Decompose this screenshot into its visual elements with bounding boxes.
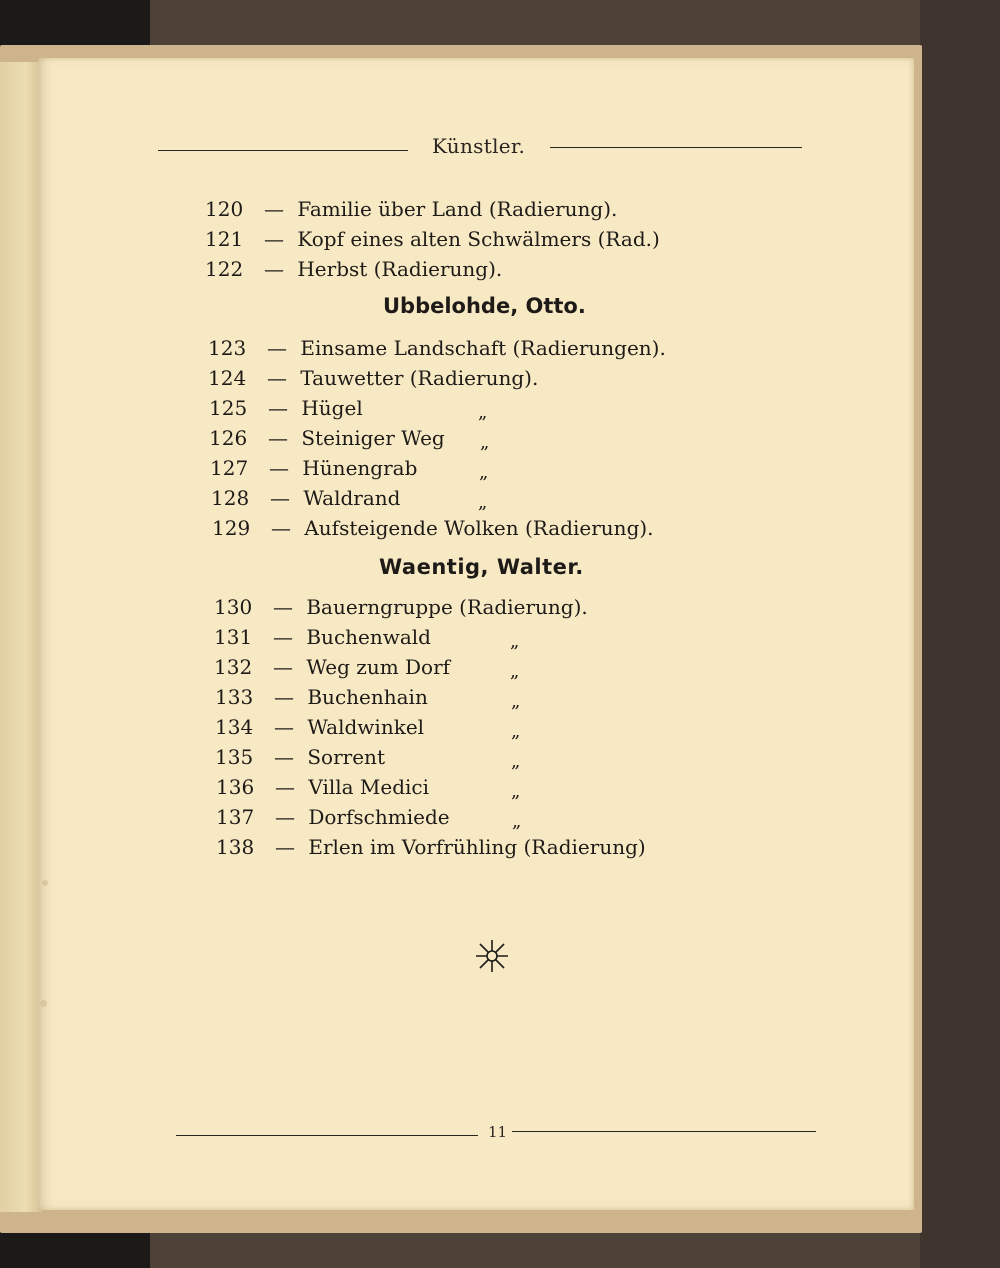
entry-number: 134 bbox=[215, 715, 254, 739]
footer-rule-right bbox=[512, 1131, 816, 1132]
entry-number: 135 bbox=[215, 745, 254, 769]
entry-dash: — bbox=[273, 595, 293, 619]
ditto-mark: „ bbox=[511, 721, 521, 742]
entry-number: 132 bbox=[214, 655, 253, 679]
ditto-mark: „ bbox=[480, 432, 490, 453]
entry-dash: — bbox=[267, 366, 287, 390]
entry-title: Erlen im Vorfrühling (Radierung) bbox=[308, 835, 646, 859]
entry-number: 131 bbox=[214, 625, 253, 649]
entry-number: 127 bbox=[210, 456, 249, 480]
entry-title: Einsame Landschaft (Radierungen). bbox=[300, 336, 666, 360]
entry-title: Tauwetter (Radierung). bbox=[300, 366, 539, 390]
entry-title: Kopf eines alten Schwälmers (Rad.) bbox=[297, 227, 660, 251]
entry-dash: — bbox=[264, 257, 284, 281]
entry-number: 123 bbox=[208, 336, 247, 360]
entry-number: 124 bbox=[208, 366, 247, 390]
entry-number: 125 bbox=[209, 396, 248, 420]
ditto-mark: „ bbox=[511, 751, 521, 772]
ditto-mark: „ bbox=[478, 492, 488, 513]
entry-dash: — bbox=[264, 227, 284, 251]
entry-title: Bauerngruppe (Radierung). bbox=[306, 595, 588, 619]
entry-dash: — bbox=[275, 835, 295, 859]
binding-stitch bbox=[42, 880, 48, 886]
ditto-mark: „ bbox=[511, 691, 521, 712]
entry-title: Familie über Land (Radierung). bbox=[297, 197, 618, 221]
page-header-title: Künstler. bbox=[432, 134, 526, 158]
catalog-entry bbox=[210, 456, 417, 480]
ditto-mark: „ bbox=[510, 661, 520, 682]
entry-number: 120 bbox=[205, 197, 244, 221]
entry-title: Hünengrab bbox=[302, 456, 418, 480]
entry-number: 122 bbox=[205, 257, 244, 281]
entry-number: 126 bbox=[209, 426, 248, 450]
catalog-entry bbox=[205, 257, 502, 281]
catalog-entry bbox=[215, 685, 428, 709]
catalog-entry bbox=[214, 655, 450, 679]
catalog-entry bbox=[211, 486, 400, 510]
ditto-mark: „ bbox=[479, 462, 489, 483]
artist-heading: Ubbelohde, Otto. bbox=[383, 294, 586, 318]
entry-title: Weg zum Dorf bbox=[306, 655, 451, 679]
entry-dash: — bbox=[273, 655, 293, 679]
entry-dash: — bbox=[269, 456, 289, 480]
catalog-entry bbox=[215, 745, 385, 769]
artist-heading: Waentig, Walter. bbox=[379, 555, 584, 579]
catalog-entry bbox=[215, 715, 424, 739]
entry-number: 128 bbox=[211, 486, 250, 510]
catalog-entry bbox=[205, 197, 617, 221]
entry-title: Waldwinkel bbox=[307, 715, 425, 739]
catalog-entry bbox=[208, 336, 666, 360]
catalog-entry bbox=[208, 366, 538, 390]
ditto-mark: „ bbox=[510, 631, 520, 652]
entry-title: Aufsteigende Wolken (Radierung). bbox=[304, 516, 654, 540]
ditto-mark: „ bbox=[478, 402, 488, 423]
entry-number: 121 bbox=[205, 227, 244, 251]
entry-title: Buchenhain bbox=[307, 685, 428, 709]
entry-dash: — bbox=[268, 426, 288, 450]
entry-dash: — bbox=[270, 486, 290, 510]
entry-dash: — bbox=[273, 625, 293, 649]
entry-dash: — bbox=[267, 336, 287, 360]
entry-dash: — bbox=[274, 685, 294, 709]
asterisk-ornament-icon bbox=[472, 936, 512, 976]
entry-dash: — bbox=[271, 516, 291, 540]
header-rule-left bbox=[158, 150, 408, 151]
entry-number: 130 bbox=[214, 595, 253, 619]
entry-title: Buchenwald bbox=[306, 625, 431, 649]
catalog-entry bbox=[205, 227, 660, 251]
catalog-entry bbox=[212, 516, 654, 540]
entry-title: Villa Medici bbox=[308, 775, 430, 799]
entry-dash: — bbox=[275, 805, 295, 829]
entry-number: 133 bbox=[215, 685, 254, 709]
entry-number: 137 bbox=[216, 805, 255, 829]
entry-dash: — bbox=[274, 715, 294, 739]
entry-number: 138 bbox=[216, 835, 255, 859]
binding-stitch bbox=[40, 1000, 47, 1007]
entry-title: Herbst (Radierung). bbox=[297, 257, 503, 281]
entry-title: Sorrent bbox=[307, 745, 385, 769]
page-number: 11 bbox=[488, 1123, 508, 1141]
entry-number: 129 bbox=[212, 516, 251, 540]
catalog-entry bbox=[209, 396, 363, 420]
entry-title: Dorfschmiede bbox=[308, 805, 450, 829]
catalog-entry bbox=[209, 426, 445, 450]
entry-title: Waldrand bbox=[303, 486, 401, 510]
catalog-entry bbox=[214, 595, 588, 619]
entry-dash: — bbox=[264, 197, 284, 221]
header-rule-right bbox=[550, 147, 802, 148]
background-table-right bbox=[920, 0, 1000, 1268]
catalog-entry bbox=[214, 625, 431, 649]
catalog-entry bbox=[216, 835, 646, 859]
footer-rule-left bbox=[176, 1135, 478, 1136]
entry-dash: — bbox=[268, 396, 288, 420]
entry-title: Steiniger Weg bbox=[301, 426, 445, 450]
left-page-edge bbox=[0, 62, 42, 1212]
ditto-mark: „ bbox=[512, 811, 522, 832]
catalog-entry bbox=[216, 775, 429, 799]
catalog-entry bbox=[216, 805, 450, 829]
entry-dash: — bbox=[274, 745, 294, 769]
entry-dash: — bbox=[275, 775, 295, 799]
entry-title: Hügel bbox=[301, 396, 363, 420]
ditto-mark: „ bbox=[511, 781, 521, 802]
entry-number: 136 bbox=[216, 775, 255, 799]
